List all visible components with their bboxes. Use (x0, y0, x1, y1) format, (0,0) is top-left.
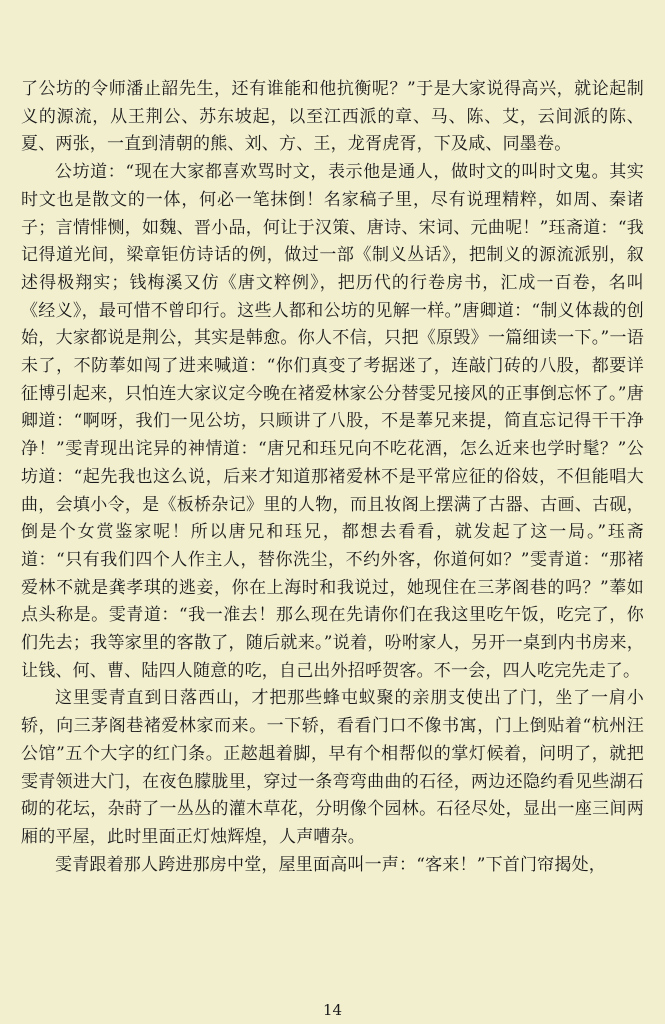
paragraph-4: 雯青跟着那人跨进那房中堂，屋里面高叫一声：“客来！”下首门帘揭处， (55, 854, 606, 875)
paragraph-2: 公坊道：“现在大家都喜欢骂时文，表示他是通人，做时文的叫时文鬼。其实时文也是散文的一体，何必一笔抹倒！名家稿子里，尽有说理精粹，如周、秦诸子；言情悱恻，如魏、晋小品，何让于汉策、唐诗、宋词、元曲呢！”珏斋道：“我记得道光间，梁章钜仿诗话的例，做过一部《制义丛话》，把制义的源流派别，叙述得极翔实；钱梅溪又仿《唐文粹例》，把历代的行卷房书，汇成一百卷，名叫《经义》，最可惜不曾印行。这些人都和公坊的见解一样。”唐卿道：“制义体裁的创始，大家都说是荆公，其实是韩愈。你人不信，只把《原毁》一篇细读一下。”一语未了，不防菶如闯了进来喊道：“你们真变了考据迷了，连敲门砖的八股，都要详征博引起来，只怕连大家议定今晚在褚爱林家公分替雯兄接风的正事倒忘怀了。”唐卿道：“啊呀，我们一见公坊，只顾讲了八股，不是菶兄来提，简直忘记得干干净净！”雯青现出诧异的神情道：“唐兄和珏兄向不吃花酒，怎么近来也学时髦？”公坊道：“起先我也这么说，后来才知道那褚爱林不是平常应征的俗妓，不但能唱大曲，会填小令，是《板桥杂记》里的人物，而且妆阁上摆满了古器、古画、古砚，倒是个女赏鉴家呢！所以唐兄和珏兄，都想去看看，就发起了这一局。”珏斋道：“只有我们四个人作主人，替你洗尘，不约外客，你道何如？”雯青道：“那褚爱林不就是龚孝琪的逃妾，你在上海时和我说过，她现住在三茅阁巷的吗？”菶如点头称是。雯青道：“我一准去！那么现在先请你们在我这里吃午饭，吃完了，你们先去；我等家里的客散了，随后就来。”说着，吩咐家人，另开一桌到内书房来，让钱、何、曹、陆四人随意的吃，自己出外招呼贺客。不一会，四人吃完先走了。 (21, 162, 644, 681)
paragraph-1: 了公坊的令师潘止韶先生，还有谁能和他抗衡呢？”于是大家说得高兴，就论起制义的源流，从王荆公、苏东坡起，以至江西派的章、马、陈、艾，云间派的陈、夏、两张，一直到清朝的熊、刘、方、王，龙胥虎胥，下及咸、同墨卷。 (21, 79, 644, 155)
page-number: 14 (322, 1001, 343, 1019)
paragraph-3: 这里雯青直到日落西山，才把那些蜂屯蚁聚的亲朋支使出了门，坐了一肩小轿，向三茅阁巷褚爱林家而来。一下轿，看看门口不像书寓，门上倒贴着“杭州汪公馆”五个大字的红门条。正趑趄着脚，早有个相帮似的掌灯候着，问明了，就把雯青领进大门，在夜色朦胧里，穿过一条弯弯曲曲的石径，两边还隐约看见些湖石砌的花坛，杂莳了一丛丛的灌木草花，分明像个园林。石径尽处，显出一座三间两厢的平屋，此时里面正灯烛辉煌，人声嘈杂。 (21, 688, 644, 847)
